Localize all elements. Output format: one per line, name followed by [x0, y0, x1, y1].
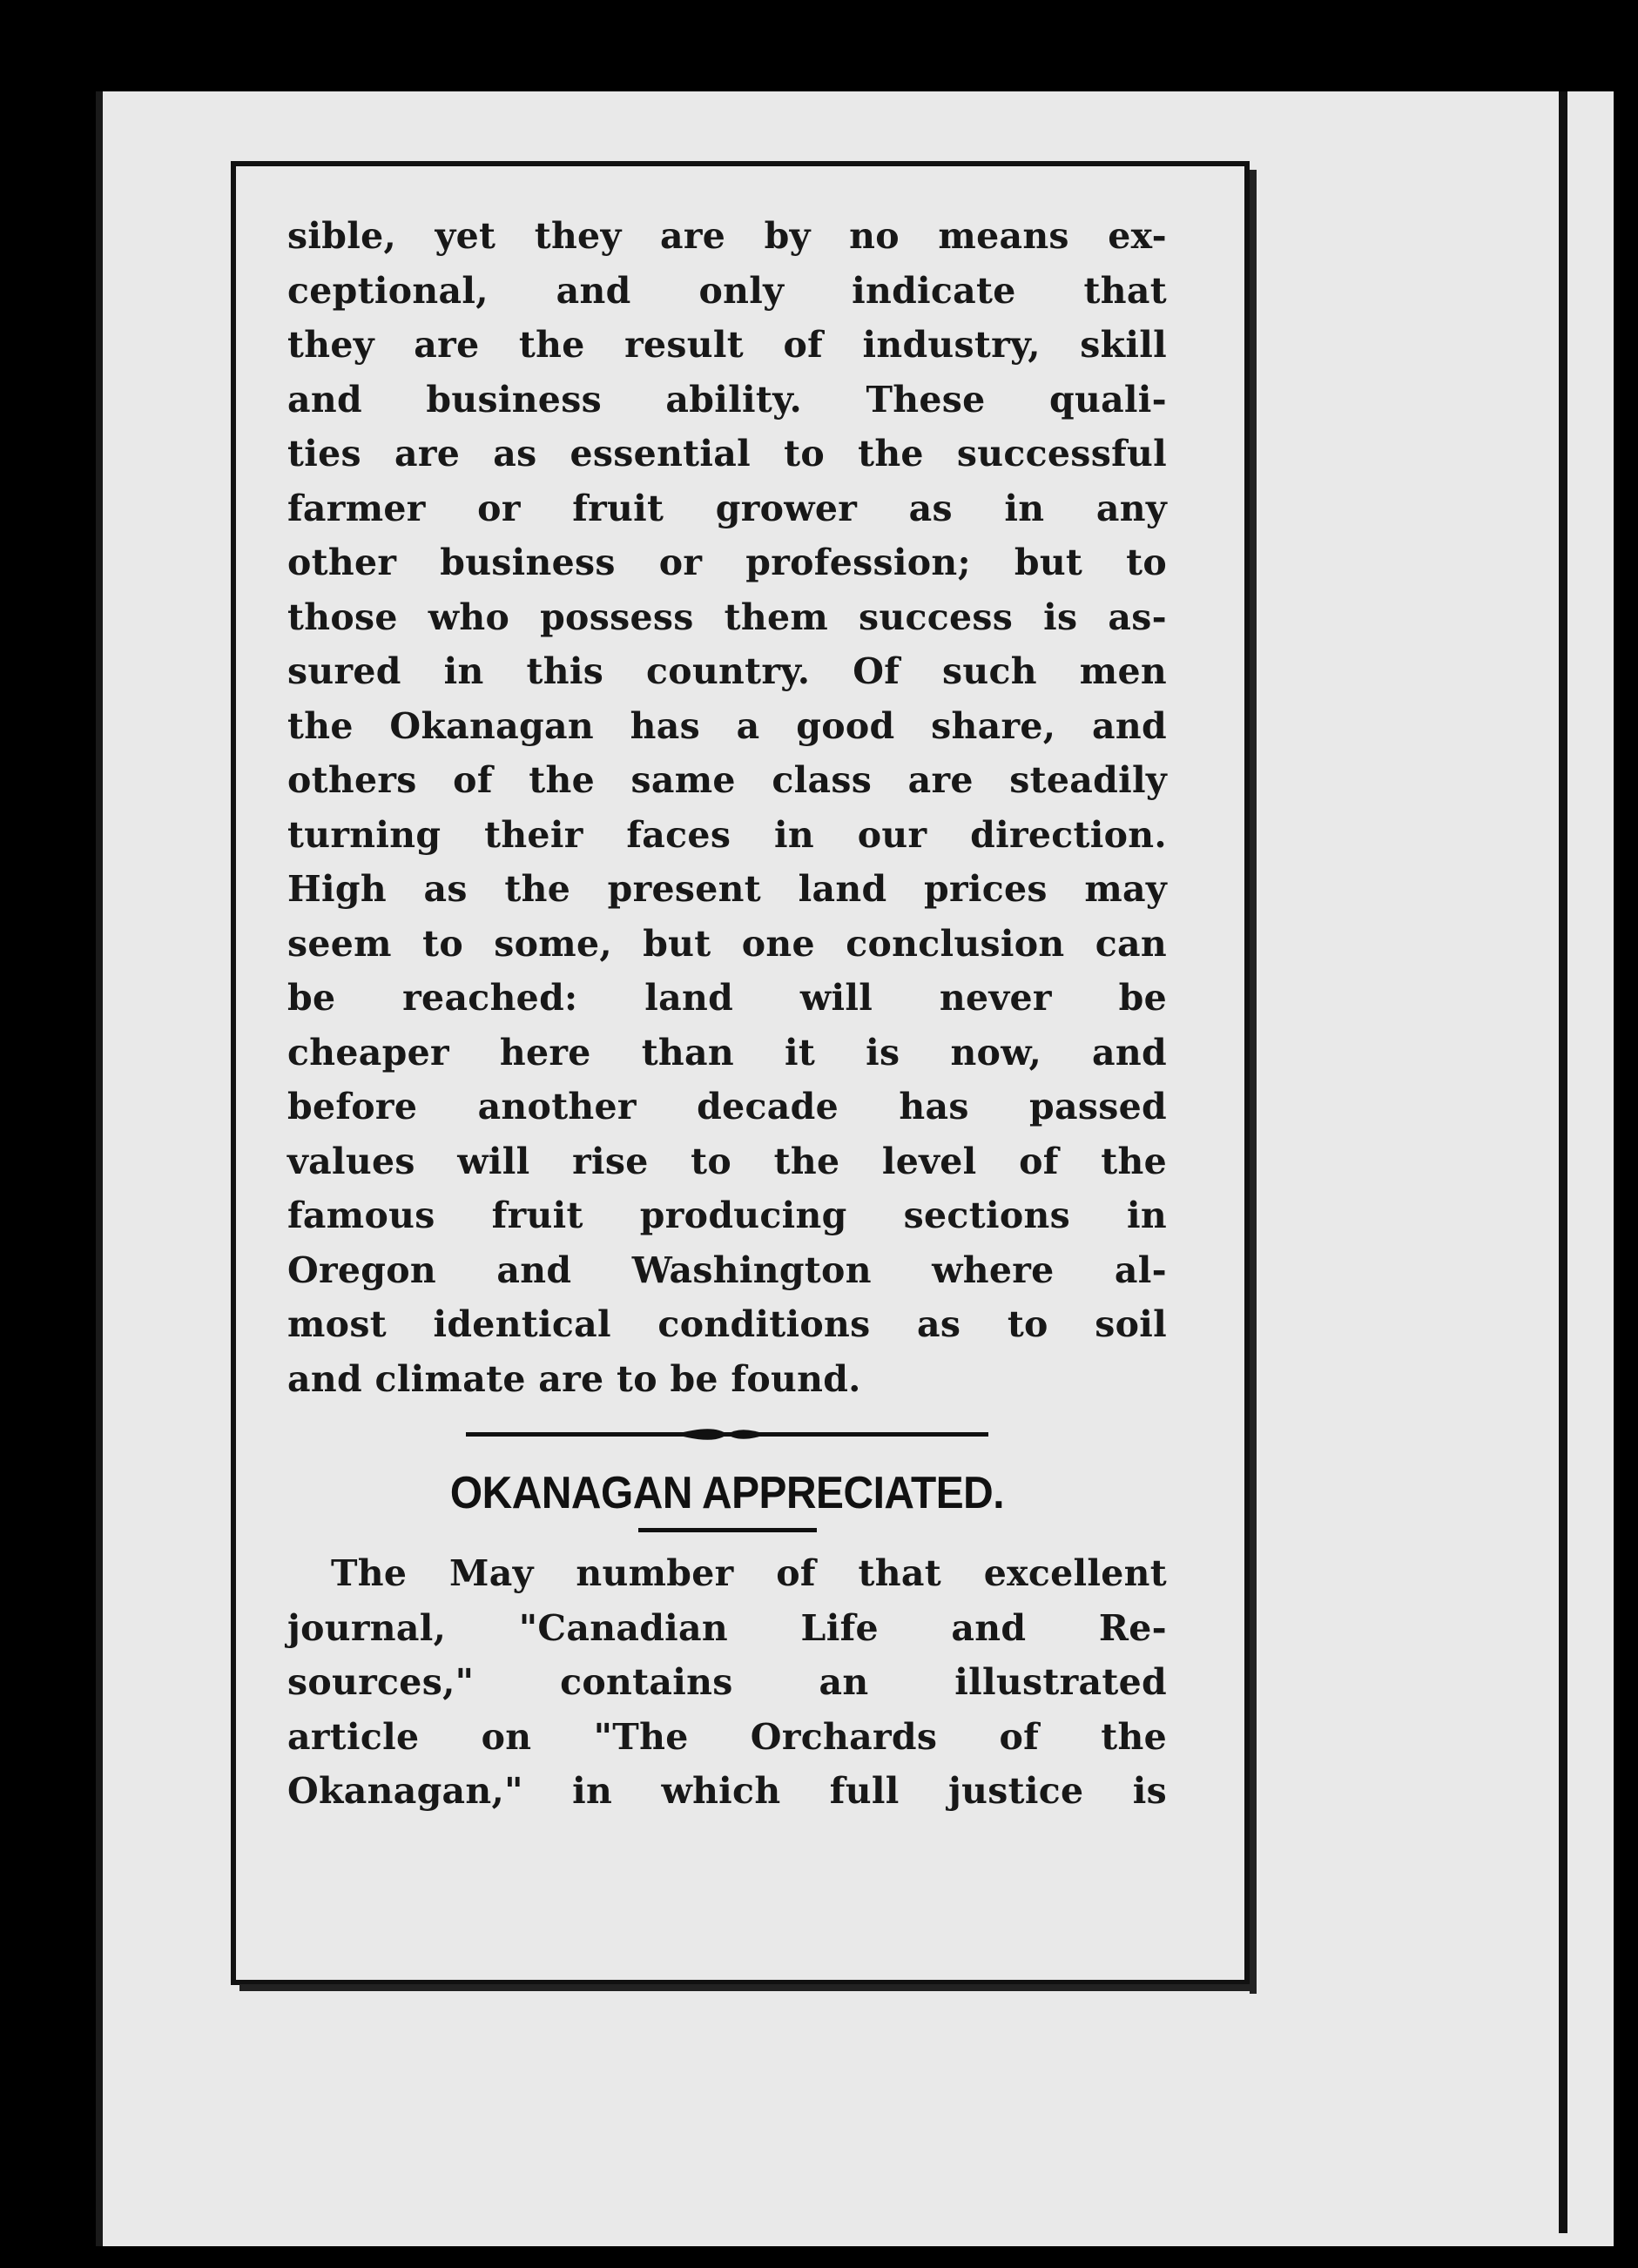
text-line: Okanagan," in which full justice is	[287, 1770, 1167, 1812]
text-line: sources," contains an illustrated	[287, 1661, 1167, 1703]
frame-shadow-bottom	[239, 1984, 1257, 1991]
text-line: they are the result of industry, skill	[287, 324, 1167, 366]
section-paragraph	[287, 1546, 1167, 1819]
body-paragraph	[287, 209, 1167, 1406]
text-line: other business or profession; but to	[287, 542, 1167, 583]
text-line: Oregon and Washington where al-	[287, 1248, 1167, 1291]
text-line: be reached: land will never be	[287, 977, 1167, 1019]
text-line: ties are as essential to the successful	[287, 433, 1167, 474]
text-line: the Okanagan has a good share, and	[287, 704, 1167, 747]
text-line: and business ability. These quali-	[287, 378, 1167, 421]
text-line: journal, "Canadian Life and Re-	[287, 1606, 1167, 1649]
text-line: farmer or fruit grower as in any	[287, 487, 1167, 529]
section-divider-ornament	[466, 1422, 988, 1448]
text-line: cheaper here than it is now, and	[287, 1031, 1167, 1073]
section-heading: OKANAGAN APPRECIATED.	[449, 1468, 1005, 1518]
text-line: most identical conditions as to soil	[287, 1303, 1167, 1345]
text-line: values will rise to the level of the	[287, 1140, 1167, 1182]
page-edge-shadow	[1559, 91, 1567, 2233]
text-line: The May number of that excellent	[331, 1552, 1167, 1594]
text-line: ceptional, and only indicate that	[287, 269, 1167, 312]
text-line: those who possess them success is as-	[287, 596, 1167, 638]
text-line: article on "The Orchards of the	[287, 1715, 1167, 1758]
text-line: famous fruit producing sections in	[287, 1195, 1167, 1236]
text-line: sured in this country. Of such men	[287, 650, 1167, 692]
text-line: and climate are to be found.	[287, 1357, 861, 1400]
frame-shadow-right	[1250, 170, 1257, 1994]
text-line: others of the same class are steadily	[287, 759, 1167, 801]
article-content	[287, 209, 1167, 1819]
heading-underline	[638, 1528, 817, 1532]
text-line: before another decade has passed	[287, 1086, 1167, 1127]
text-line: High as the present land prices may	[287, 868, 1167, 910]
text-line: seem to some, but one conclusion can	[287, 922, 1167, 965]
text-line: turning their faces in our direction.	[287, 813, 1167, 856]
text-line: sible, yet they are by no means ex-	[287, 215, 1167, 257]
